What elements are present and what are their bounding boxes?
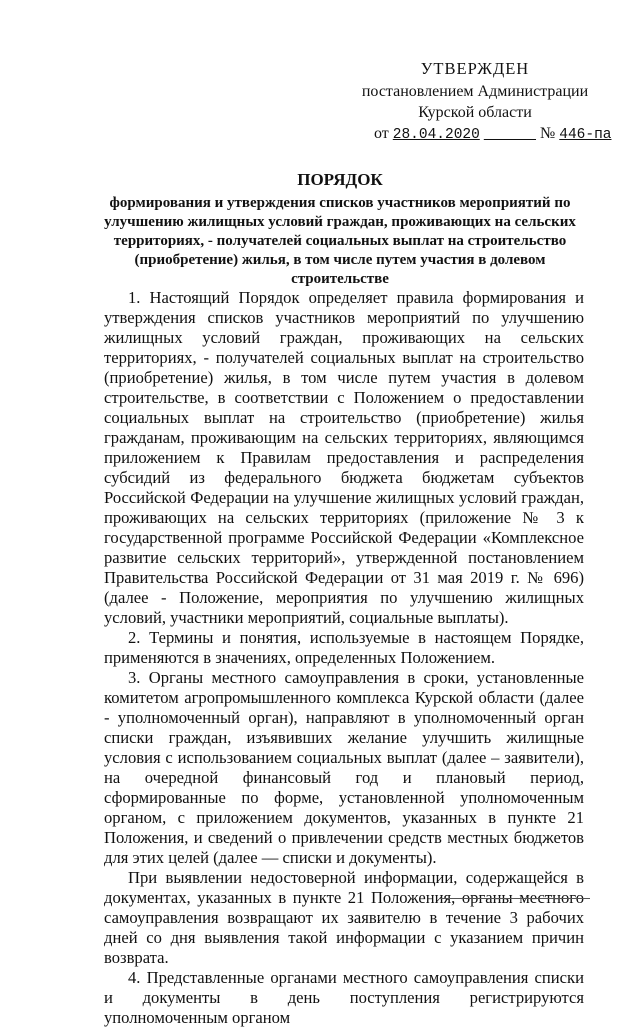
footer-divider <box>440 898 590 899</box>
paragraph-2: 2. Термины и понятия, используемые в настоящем Порядке, применяются в значениях, определенных Положением. <box>104 628 584 667</box>
number-prefix: № <box>540 125 556 142</box>
date-prefix: от <box>374 125 389 142</box>
approval-number: 446-па <box>559 127 612 143</box>
document-body <box>104 288 584 1028</box>
approval-title: УТВЕРЖДЕН <box>420 59 530 78</box>
document-title-block <box>90 170 590 289</box>
approval-date: 28.04.2020 <box>392 127 480 143</box>
document-subtitle: формирования и утверждения списков участников мероприятий по улучшению жилищных условий граждан, проживающих на сельских территориях, - получателей социальных выплат на строительство (приобретение) жилья, в том числе путем участия в долевом строительстве <box>104 195 576 287</box>
paragraph-3: 3. Органы местного самоуправления в сроки, установленные комитетом агропромышленного комплекса Курской области (далее - уполномоченный орган), направляют в уполномоченный орган списки граждан, изъявивших желание улучшить жилищные условия с использованием социальных выплат (далее – заявители), на очередной финансовый год и плановый период, сформированные по форме, установленной уполномоченным органом, с приложением документов, указанных в пункте 21 Положения, и сведений о привлечении средств местных бюджетов для этих целей (далее — списки и документы). <box>104 668 584 867</box>
approval-date-line <box>360 123 612 146</box>
date-underline <box>484 127 536 143</box>
paragraph-4: 4. Представленные органами местного самоуправления списки и документы в день поступления регистрируются уполномоченным органом <box>104 968 584 1027</box>
approval-line-2: Курской области <box>418 104 532 121</box>
paragraph-1: 1. Настоящий Порядок определяет правила формирования и утверждения списков участников мероприятий по улучшению жилищных условий граждан, проживающих на сельских территориях, - получателей социальных выплат на строительство (приобретение) жилья, в том числе путем участия в долевом строительстве, в соответствии с Положением о предоставлении социальных выплат на строительство (приобретение) жилья гражданам, проживающим на сельских территориях, являющимся приложением к Правилам предоставления и распределения субсидий из федерального бюджета бюджетам субъектов Российской Федерации на улучшение жилищных условий граждан, проживающих на сельских территориях (приложение № 3 к государственной программе Российской Федерации «Комплексное развитие сельских территорий», утвержденной постановлением Правительства Российской Федерации от 31 мая 2019 г. № 696) (далее - Положение, мероприятия по улучшению жилищных условий, участники мероприятий, социальные выплаты). <box>104 288 584 627</box>
approval-stamp <box>360 58 612 146</box>
paragraph-3-note: При выявлении недостоверной информации, содержащейся в документах, указанных в пункте 21 Положения, органы местного самоуправления возвращают их заявителю в течение 3 рабочих дней со дня выявления такой информации с указанием причин возврата. <box>104 868 584 967</box>
document-title: ПОРЯДОК <box>297 170 383 189</box>
approval-line-1: постановлением Администрации <box>361 83 589 100</box>
